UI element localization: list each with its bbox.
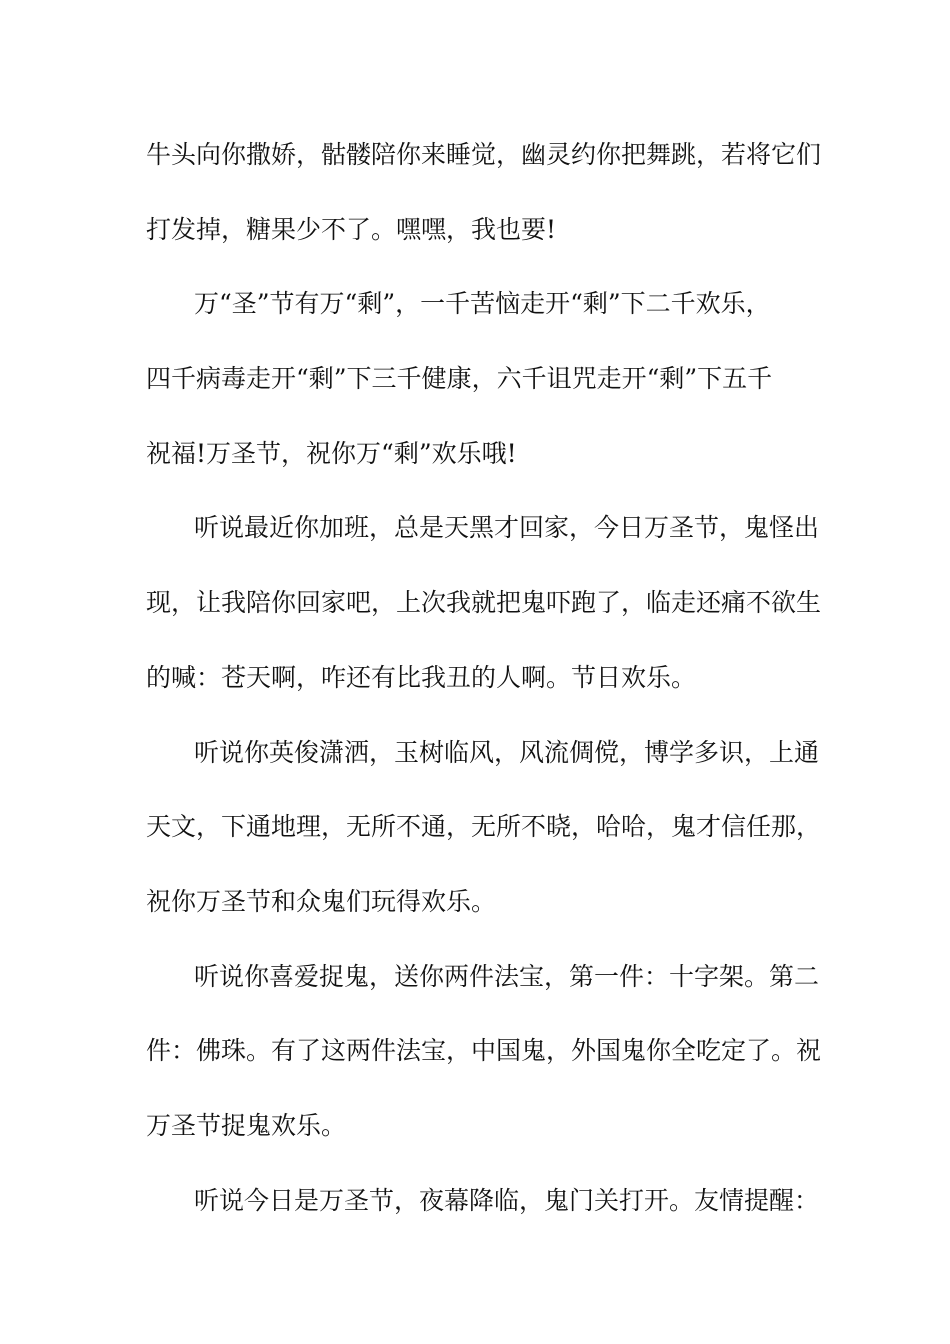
- text-line: 现，让我陪你回家吧，上次我就把鬼吓跑了，临走还痛不欲生: [146, 588, 822, 618]
- text-line: 打发掉，糖果少不了。嘿嘿，我也要!: [146, 214, 557, 244]
- text-line: 听说最近你加班，总是天黑才回家，今日万圣节，鬼怪出: [194, 513, 820, 543]
- text-line: 的喊：苍天啊，咋还有比我丑的人啊。节日欢乐。: [146, 662, 697, 692]
- text-line: 听说你英俊潇洒，玉树临风，风流倜傥，博学多识，上通: [194, 737, 820, 767]
- text-line: 听说今日是万圣节，夜幕降临，鬼门关打开。友情提醒：: [194, 1185, 820, 1215]
- text-line: 祝福!万圣节，祝你万“剩”欢乐哦!: [146, 438, 517, 468]
- text-line: 四千病毒走开“剩”下三千健康，六千诅咒走开“剩”下五千: [146, 364, 773, 394]
- text-line: 祝你万圣节和众鬼们玩得欢乐。: [146, 886, 497, 916]
- text-line: 万圣节捉鬼欢乐。: [146, 1110, 347, 1140]
- text-line: 天文，下通地理，无所不通，无所不晓，哈哈，鬼才信任那，: [146, 812, 822, 842]
- document-body: [146, 127, 822, 1247]
- text-line: 件：佛珠。有了这两件法宝，中国鬼，外国鬼你全吃定了。祝: [146, 1036, 822, 1066]
- text-line: 听说你喜爱捉鬼，送你两件法宝，第一件：十字架。第二: [194, 961, 820, 991]
- text-line: 万“圣”节有万“剩”，一千苦恼走开“剩”下二千欢乐，: [194, 289, 771, 319]
- text-line: 牛头向你撒娇，骷髅陪你来睡觉，幽灵约你把舞跳，若将它们: [146, 140, 822, 169]
